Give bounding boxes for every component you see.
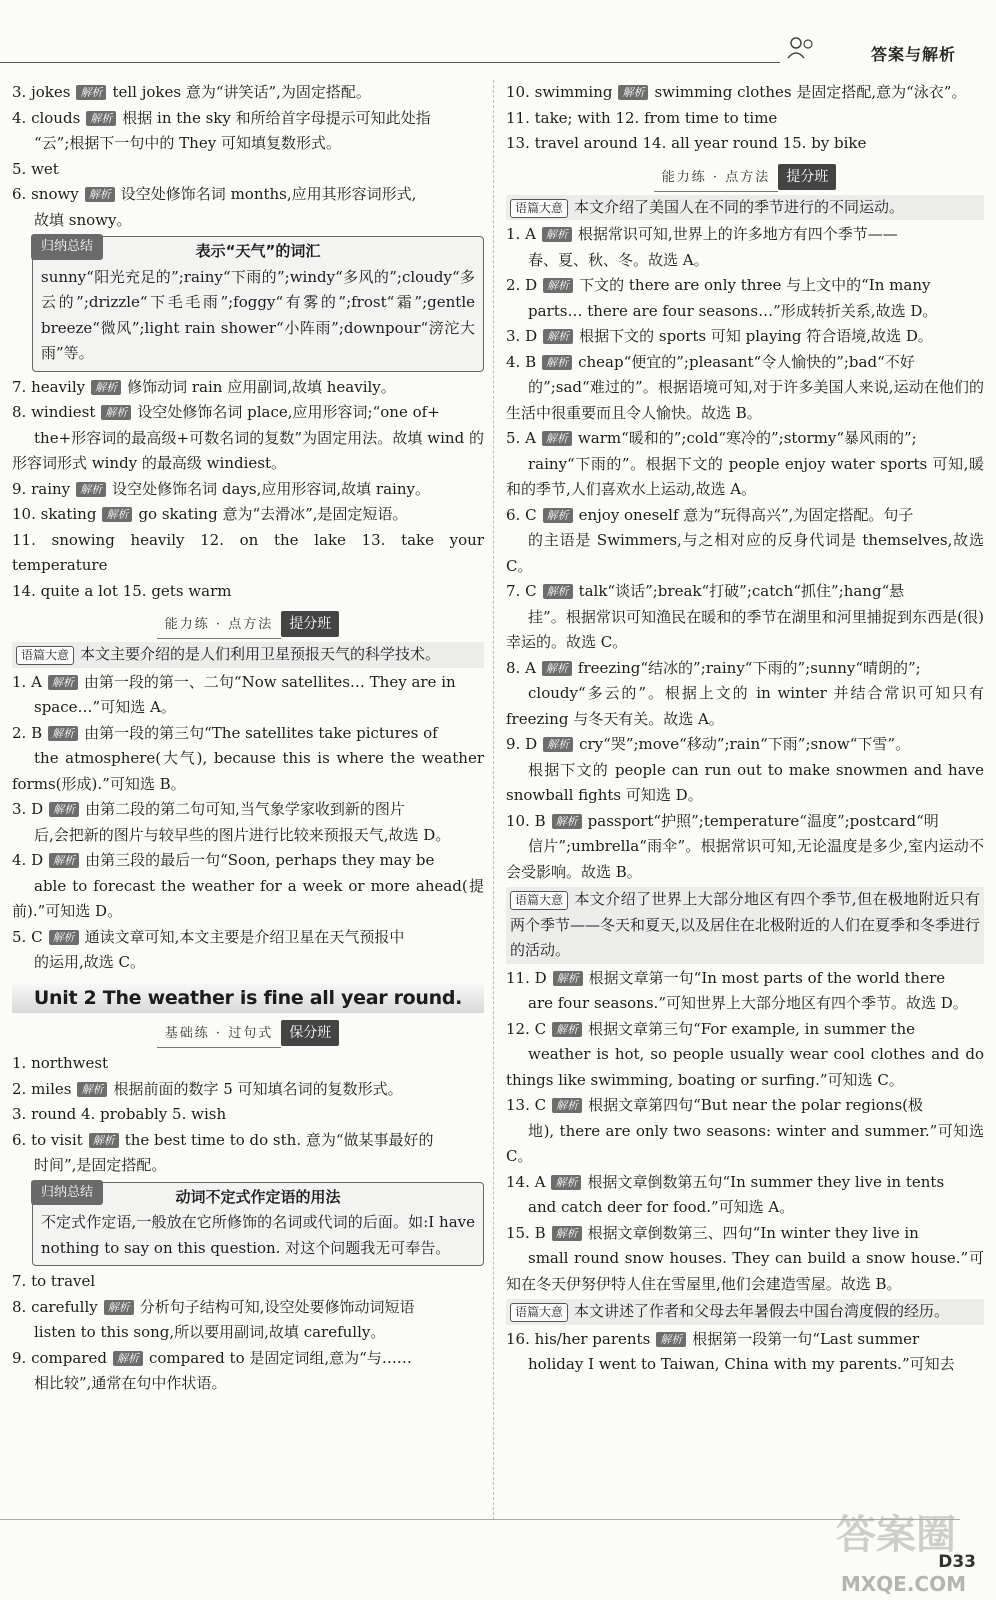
passage-summary: 语篇大意 本文介绍了美国人在不同的季节进行的不同运动。 — [506, 195, 984, 221]
box-tag: 归纳总结 — [31, 1180, 103, 1206]
box-body: sunny“阳光充足的”;rainy“下雨的”;windy“多风的”;cloudy“多云的”;drizzle“下毛毛雨”;foggy“有雾的”;frost“霜”;gentle breeze“微风”;light rain shower“小阵雨”;downpour“滂沱大雨”等。 — [41, 267, 475, 362]
answer-item: 11. take; with 12. from time to time — [506, 108, 778, 127]
answer-item: 9. compared 解析 compared to 是固定词组,意为“与…… 相比较”,通常在句中作状语。 — [12, 1348, 412, 1392]
answer-item: 2. miles 解析 根据前面的数字 5 可知填名词的复数形式。 — [12, 1079, 403, 1098]
footer-rule — [0, 1519, 960, 1520]
answer-item: 4. B 解析 cheap“便宜的”;pleasant“令人愉快的”;bad“不好 的”;sad“难过的”。根据语境可知,对于许多美国人来说,运动在他们的生活中很重要而且令人愉快。故选 B。 — [506, 352, 984, 422]
answer-item: 7. heavily 解析 修饰动词 rain 应用副词,故填 heavily。 — [12, 377, 396, 396]
box-title: 动词不定式作定语的用法 — [175, 1187, 341, 1206]
answer-item: 7. to travel — [12, 1272, 96, 1290]
answer-item: 3. jokes 解析 tell jokes 意为“讲笑话”,为固定搭配。 — [12, 83, 371, 101]
answer-item: 15. B 解析 根据文章倒数第三、四句“In winter they live in small round snow houses. They can build a snow house.”可知在冬天伊努伊特人住在雪屋里,他们会建造雪屋。故选 B。 — [506, 1223, 984, 1293]
watermark-url: MXQE.COM — [840, 1572, 966, 1596]
answer-item: 5. wet — [12, 159, 59, 178]
section-banner: 能力练 · 点方法 提分班 — [12, 610, 484, 636]
answer-item: 8. carefully 解析 分析句子结构可知,设空处要修饰动词短语 listen to this song,所以要用副词,故填 carefully。 — [12, 1297, 415, 1341]
answer-item: 13. travel around 14. all year round 15. by bike — [506, 134, 867, 152]
passage-summary: 语篇大意 本文介绍了世界上大部分地区有四个季节,但在极地附近只有两个季节——冬天和夏天,以及居住在北极附近的人们在夏季和冬季进行的活动。 — [506, 887, 984, 964]
answer-item: 14. A 解析 根据文章倒数第五句“In summer they live in tents and catch deer for food.”可知选 A。 — [506, 1172, 945, 1216]
person-icon — [786, 36, 816, 60]
answer-item: 11. D 解析 根据文章第一句“In most parts of the world there are four seasons.”可知世界上大部分地区有四个季节。故选 D。 — [506, 968, 968, 1012]
answer-item: 10. swimming 解析 swimming clothes 是固定搭配,意为“泳衣”。 — [506, 83, 967, 101]
answer-item: 6. to visit 解析 the best time to do sth. 意为“做某事最好的 时间”,是固定搭配。 — [12, 1130, 434, 1174]
unit-title: Unit 2 The weather is fine all year round. — [12, 984, 484, 1014]
answer-item: 12. C 解析 根据文章第三句“For example, in summer the weather is hot, so people usually wear cool clothes and do things like swimming, boating or surfing.”可知选 C。 — [506, 1019, 984, 1089]
answer-item: 1. northwest — [12, 1054, 109, 1072]
right-column — [506, 80, 984, 1378]
answer-item: 1. A 解析 根据常识可知,世界上的许多地方有四个季节—— 春、夏、秋、冬。故选 A。 — [506, 225, 898, 269]
answer-item: 3. D 解析 由第二段的第二句可知,当气象学家收到新的图片 后,会把新的图片与较早些的图片进行比较来预报天气,故选 D。 — [12, 800, 451, 844]
answer-item: 8. windiest 解析 设空处修饰名词 place,应用形容词;“one of+ the+形容词的最高级+可数名词的复数”为固定用法。故填 wind 的形容词形式 windy 的最高级 windiest。 — [12, 403, 484, 472]
answer-item: 14. quite a lot 15. gets warm — [12, 581, 232, 600]
answer-item: 5. A 解析 warm“暖和的”;cold“寒冷的”;stormy“暴风雨的”; rainy“下雨的”。根据下文的 people enjoy water sports 可知,暖和的季节,人们喜欢水上运动,故选 A。 — [506, 429, 984, 498]
summary-box-weather-words — [32, 236, 484, 372]
header-rule — [0, 62, 780, 63]
answer-item: 3. round 4. probably 5. wish — [12, 1105, 227, 1123]
answer-item: 8. A 解析 freezing“结冰的”;rainy“下雨的”;sunny“晴朗的”; cloudy“多云的”。根据上文的 in winter 并结合常识可知只有 freezing 与冬天有关。故选 A。 — [506, 658, 984, 728]
answer-item: 10. skating 解析 go skating 意为“去滑冰”,是固定短语。 — [12, 505, 408, 523]
box-body: 不定式作定语,一般放在它所修饰的名词或代词的后面。如:I have nothing to say on this question. 对这个问题我无可奉告。 — [41, 1213, 475, 1257]
answer-item: 3. D 解析 根据下文的 sports 可知 playing 符合语境,故选 D。 — [506, 327, 933, 345]
answer-item: 4. clouds 解析 根据 in the sky 和所给首字母提示可知此处指 “云”;根据下一句中的 They 可知填复数形式。 — [12, 108, 431, 152]
answer-item: 9. rainy 解析 设空处修饰名词 days,应用形容词,故填 rainy。 — [12, 479, 430, 498]
watermark: 答案圈 — [836, 1512, 956, 1558]
box-title: 表示“天气”的词汇 — [195, 242, 321, 260]
answer-item: 13. C 解析 根据文章第四句“But near the polar regions(极 地), there are only two seasons: winter and summer.”可知选 C。 — [506, 1096, 984, 1165]
box-tag: 归纳总结 — [31, 234, 103, 260]
page-header — [0, 0, 996, 70]
summary-box-infinitive — [32, 1182, 484, 1267]
answer-item: 5. C 解析 通读文章可知,本文主要是介绍卫星在天气预报中 的运用,故选 C。 — [12, 927, 405, 971]
passage-summary: 语篇大意 本文讲述了作者和父母去年暑假去中国台湾度假的经历。 — [506, 1299, 984, 1325]
answer-item: 4. D 解析 由第三段的最后一句“Soon, perhaps they may be able to forecast the weather for a week or more ahead(提前).”可知选 D。 — [12, 851, 484, 920]
answer-item: 6. snowy 解析 设空处修饰名词 months,应用其形容词形式, 故填 snowy。 — [12, 185, 417, 229]
answer-item: 2. B 解析 由第一段的第三句“The satellites take pictures of the atmosphere(大气), because this is where the weather forms(形成).”可知选 B。 — [12, 723, 484, 793]
section-banner: 能力练 · 点方法 提分班 — [506, 163, 984, 189]
answer-item: 16. his/her parents 解析 根据第一段第一句“Last summer holiday I went to Taiwan, China with my parents.”可知去 — [506, 1329, 955, 1373]
answer-item: 7. C 解析 talk“谈话”;break“打破”;catch“抓住”;hang“悬 挂”。根据常识可知渔民在暖和的季节在湖里和河里捕捉到东西是(很)幸运的。故选 C。 — [506, 582, 984, 651]
answer-item: 1. A 解析 由第一段的第一、二句“Now satellites… They are in space…”可知选 A。 — [12, 672, 456, 716]
header-title: 答案与解析 — [870, 45, 956, 64]
answer-item: 6. C 解析 enjoy oneself 意为“玩得高兴”,为固定搭配。句子 的主语是 Swimmers,与之相对应的反身代词是 themselves,故选 C。 — [506, 505, 984, 575]
section-banner: 基础练 · 过句式 保分班 — [12, 1019, 484, 1045]
answer-item: 9. D 解析 cry“哭”;move“移动”;rain“下雨”;snow“下雪”。 根据下文的 people can run out to make snowmen and have snowball fights 可知选 D。 — [506, 735, 984, 804]
page-number: D33 — [938, 1552, 976, 1572]
answer-item: 2. D 解析 下文的 there are only three 与上文中的“In many parts… there are four seasons…”形成转折关系,故选 D。 — [506, 276, 938, 320]
answer-item: 10. B 解析 passport“护照”;temperature“温度”;postcard“明 信片”;umbrella“雨伞”。根据常识可知,无论温度是多少,室内运动不会受影响。故选 B。 — [506, 811, 984, 881]
passage-summary: 语篇大意 本文主要介绍的是人们利用卫星预报天气的科学技术。 — [12, 642, 484, 668]
answer-item: 11. snowing heavily 12. on the lake 13. take your temperature — [12, 530, 484, 574]
left-column — [12, 80, 484, 1397]
column-divider — [493, 80, 494, 1520]
